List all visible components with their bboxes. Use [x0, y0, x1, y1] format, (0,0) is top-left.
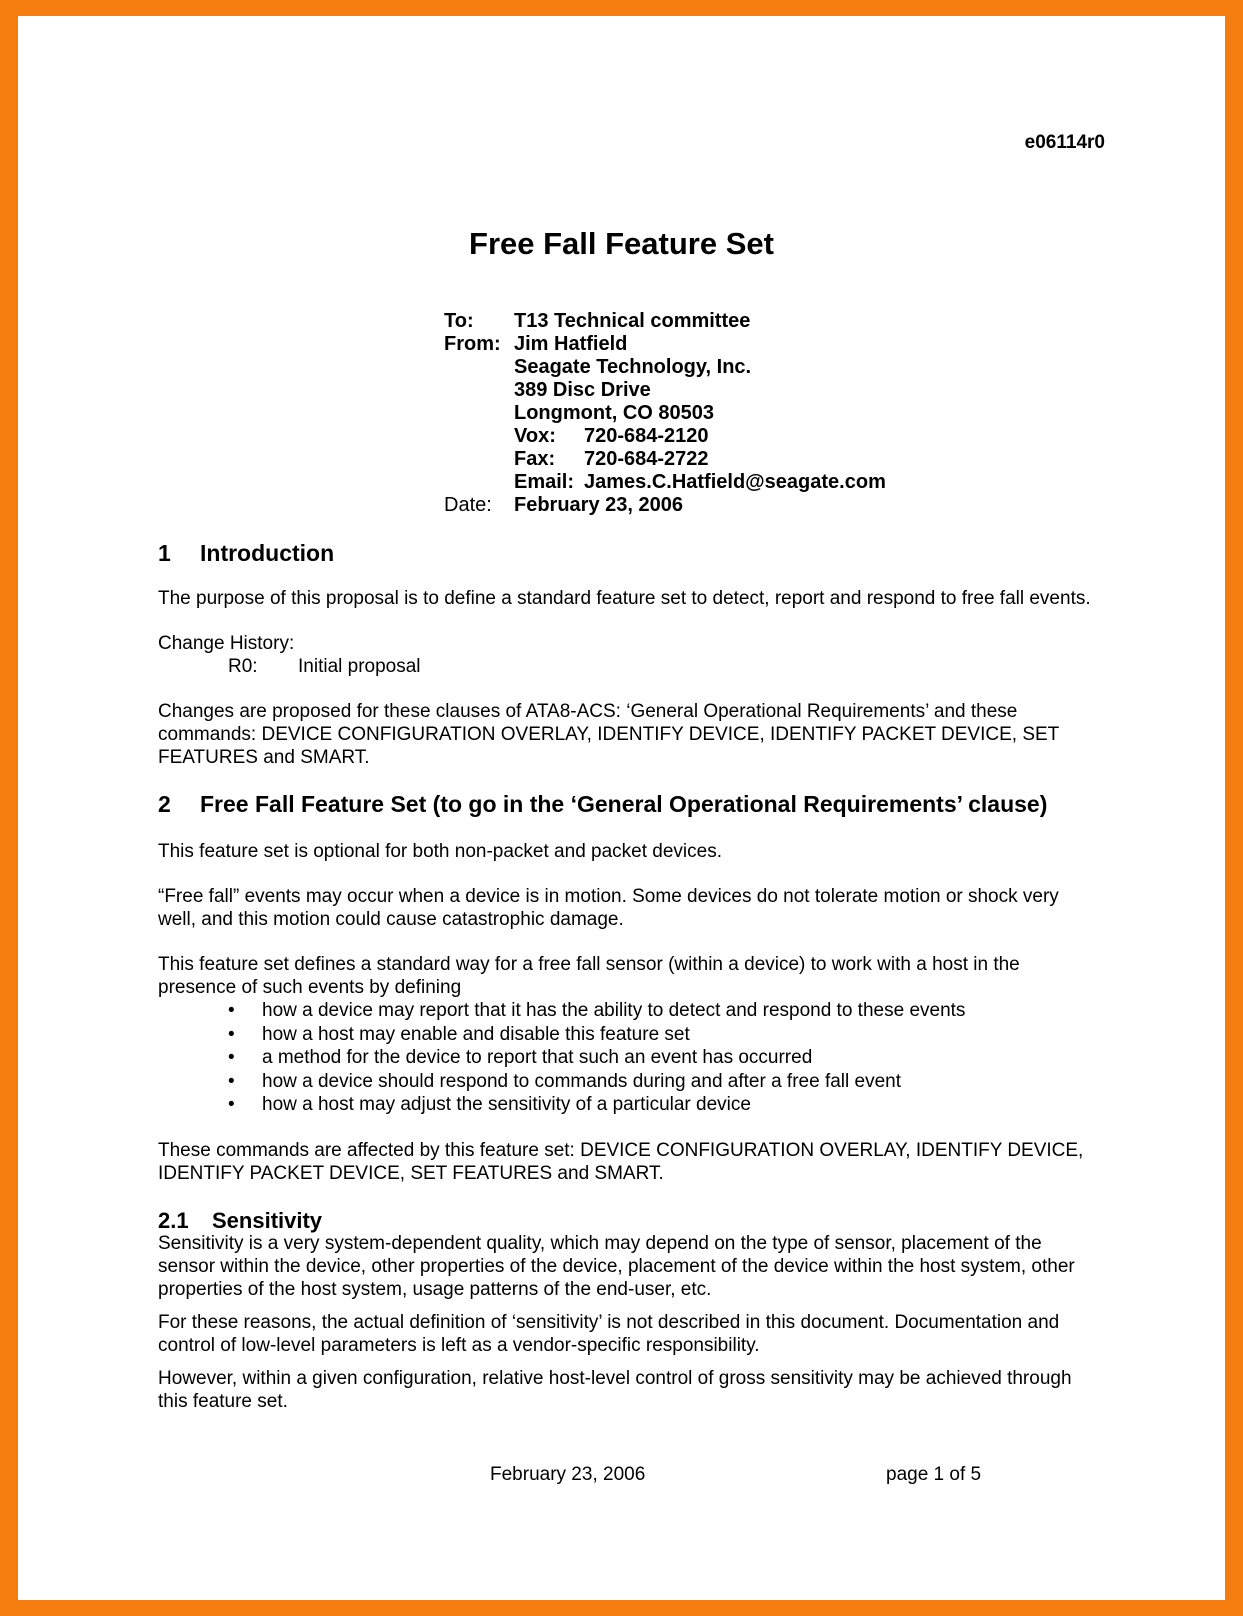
memo-from-row	[444, 333, 886, 356]
document-id: e06114r0	[1024, 132, 1105, 153]
memo-from-street-row	[444, 379, 886, 402]
memo-email-value: James.C.Hatfield@seagate.com	[584, 471, 886, 493]
document-title: Free Fall Feature Set	[469, 226, 774, 261]
list-item: • how a host may adjust the sensitivity of a particular device	[228, 1094, 751, 1115]
section-1-title: Introduction	[200, 540, 335, 566]
memo-vox-label: Vox:	[514, 425, 556, 447]
commands-affected-paragraph: These commands are affected by this feature set: DEVICE CONFIGURATION OVERLAY, IDENTIFY DEVICE, IDENTIFY PACKET DEVICE, SET FEATURES and SMART.	[158, 1139, 1084, 1184]
free-fall-paragraph: “Free fall” events may occur when a device is in motion. Some devices do not tolerate motion or shock very well, and this motion could cause catastrophic damage.	[158, 886, 1059, 930]
memo-from-street: 389 Disc Drive	[514, 379, 651, 401]
section-2-number: 2	[158, 791, 171, 817]
change-history-entry	[158, 655, 1093, 678]
memo-to-value: T13 Technical committee	[514, 310, 751, 332]
memo-from-company-row	[444, 356, 886, 379]
memo-to-label: To:	[444, 310, 474, 332]
memo-from-label: From:	[444, 333, 501, 355]
memo-from-name: Jim Hatfield	[514, 333, 628, 355]
section-1-heading	[158, 542, 1093, 565]
list-item: • how a device should respond to commands during and after a free fall event	[228, 1070, 901, 1092]
memo-to-row	[444, 310, 886, 333]
document-body	[158, 542, 1093, 1435]
memo-date-row	[444, 494, 886, 517]
changes-paragraph: Changes are proposed for these clauses of ATA8-ACS: ‘General Operational Requirements’ and these commands: DEVICE CONFIGURATION OVERLAY, IDENTIFY DEVICE, IDENTIFY PACKET DEVICE, SET FEATURES and SMART.	[158, 701, 1059, 768]
memo-date-label: Date:	[444, 494, 492, 516]
section-2-title: Free Fall Feature Set (to go in the ‘General Operational Requirements’ clause)	[200, 791, 1048, 817]
optional-paragraph: This feature set is optional for both non-packet and packet devices.	[158, 841, 722, 862]
section-2-1-number: 2.1	[158, 1207, 189, 1233]
list-item: • how a device may report that it has the ability to detect and respond to these events	[228, 1000, 966, 1021]
memo-from-city: Longmont, CO 80503	[514, 402, 715, 424]
memo-date-value: February 23, 2006	[514, 494, 683, 516]
memo-from-company: Seagate Technology, Inc.	[514, 356, 752, 378]
change-history-desc: Initial proposal	[298, 656, 421, 677]
intro-paragraph: The purpose of this proposal is to define a standard feature set to detect, report and respond to free fall events.	[158, 588, 1091, 609]
document-page	[18, 16, 1225, 1600]
sensitivity-paragraph-3: However, within a given configuration, relative host-level control of gross sensitivity may be achieved through this feature set.	[158, 1367, 1072, 1412]
footer-page-number: page 1 of 5	[886, 1464, 982, 1485]
memo-vox-value: 720-684-2120	[584, 425, 709, 447]
list-item: • a method for the device to report that such an event has occurred	[228, 1047, 813, 1068]
sensitivity-paragraph-2: For these reasons, the actual definition of ‘sensitivity’ is not described in this document. Documentation and control of low-level parameters is left as a vendor-specific responsibility.	[158, 1311, 1060, 1356]
list-item: • how a host may enable and disable this feature set	[228, 1023, 690, 1045]
feature-bullet-list	[158, 999, 1093, 1117]
section-1-number: 1	[158, 540, 171, 566]
memo-vox-row	[444, 425, 886, 448]
memo-fax-row	[444, 448, 886, 471]
footer-date: February 23, 2006	[490, 1464, 646, 1485]
memo-from-city-row	[444, 402, 886, 425]
section-2-heading	[158, 793, 1093, 816]
change-history-rev: R0:	[228, 656, 258, 677]
memo-fax-value: 720-684-2722	[584, 448, 709, 470]
sensitivity-paragraph-1: Sensitivity is a very system-dependent quality, which may depend on the type of sensor, placement of the sensor within the device, other properties of the device, placement of the device within the host system, other properties of the host system, usage patterns of the end-user, etc.	[158, 1232, 1075, 1300]
change-history-label: Change History:	[158, 633, 295, 654]
memo-fax-label: Fax:	[514, 448, 556, 470]
section-2-1-heading	[158, 1209, 1093, 1232]
section-2-1-title: Sensitivity	[212, 1207, 323, 1233]
memo-email-label: Email:	[514, 471, 575, 493]
memo-header	[444, 310, 886, 517]
memo-email-row	[444, 471, 886, 494]
feature-set-paragraph: This feature set defines a standard way for a free fall sensor (within a device) to work with a host in the presence of such events by defining	[158, 954, 1020, 998]
